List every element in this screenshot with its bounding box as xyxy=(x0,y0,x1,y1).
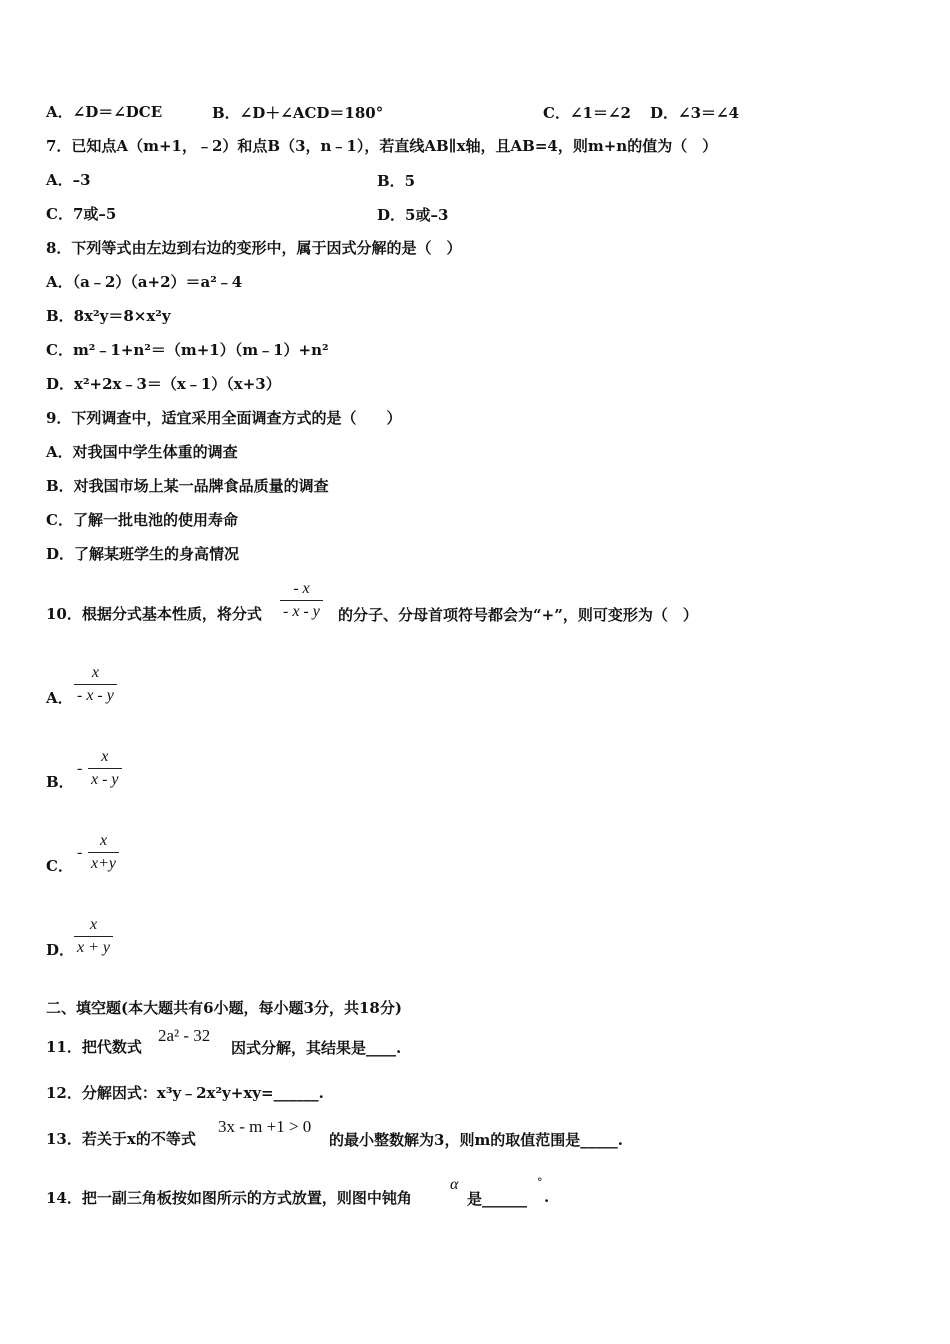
q9-option-a: A．对我国中学生体重的调查 xyxy=(46,443,238,461)
q13-expression: 3x - m +1 > 0 xyxy=(218,1117,312,1136)
q10-option-b-fraction xyxy=(88,748,122,789)
q7-stem: 7．已知点A（m+1，﹣2）和点B（3，n﹣1），若直线AB∥x轴，且AB=4，则m+n的值为（ ） xyxy=(46,137,718,155)
q10-option-c-label: C． xyxy=(46,857,73,875)
q11-expression: 2a² - 32 xyxy=(158,1026,211,1045)
q7-option-c: C．7或–5 xyxy=(46,205,117,223)
q13-before: 13．若关于x的不等式 xyxy=(46,1130,196,1148)
fraction-denominator: - x - y xyxy=(77,687,114,704)
q11-after: 因式分解，其结果是____. xyxy=(231,1039,402,1057)
q9-option-d: D．了解某班学生的身高情况 xyxy=(46,545,240,563)
q10-option-b-sign: - xyxy=(77,760,83,777)
q8-stem: 8．下列等式由左边到右边的变形中，属于因式分解的是（ ） xyxy=(46,239,462,257)
q10-stem-before: 10．根据分式基本性质，将分式 xyxy=(46,605,262,623)
q9-option-c: C．了解一批电池的使用寿命 xyxy=(46,511,238,529)
q6-option-a: A．∠D＝∠DCE xyxy=(46,103,163,121)
q14-period: . xyxy=(544,1188,550,1206)
fraction-denominator: x + y xyxy=(77,939,110,956)
fraction-denominator: x - y xyxy=(91,771,119,788)
q10-option-c-fraction xyxy=(88,832,119,873)
fraction-numerator: x xyxy=(89,916,98,933)
q9-stem: 9．下列调查中，适宜采用全面调查方式的是（ ） xyxy=(46,409,402,427)
q7-option-a: A．–3 xyxy=(46,171,91,189)
q12-text: 12．分解因式：x³y﹣2x²y+xy=______. xyxy=(46,1084,324,1102)
q8-option-b: B．8x²y＝8×x²y xyxy=(46,307,171,325)
q6-option-d: D．∠3＝∠4 xyxy=(650,104,740,122)
section-title-fill-in: 二、填空题(本大题共有6小题，每小题3分，共18分) xyxy=(46,999,402,1017)
q9-option-b: B．对我国市场上某一品牌食品质量的调查 xyxy=(46,477,329,495)
q10-option-c-sign: - xyxy=(77,844,83,861)
q14-alpha-symbol: α xyxy=(450,1176,459,1193)
q13-after: 的最小整数解为3，则m的取值范围是_____. xyxy=(329,1131,624,1149)
fraction-denominator: x+y xyxy=(91,855,116,872)
q6-option-c: C．∠1＝∠2 xyxy=(543,104,631,122)
q7-option-d: D．5或–3 xyxy=(377,206,449,224)
q6-option-b: B．∠D＋∠ACD＝180° xyxy=(212,104,384,122)
q11-before: 11．把代数式 xyxy=(46,1038,142,1056)
q7-option-b: B．5 xyxy=(377,172,416,190)
fraction-numerator: x xyxy=(99,832,108,849)
fraction-numerator: - x xyxy=(293,580,310,597)
q10-option-d-fraction xyxy=(74,916,113,957)
fraction-numerator: x xyxy=(91,664,99,681)
fraction-numerator: x xyxy=(101,748,109,765)
q10-stem-after: 的分子、分母首项符号都会为“+”，则可变形为（ ） xyxy=(338,606,698,624)
q10-option-a-label: A． xyxy=(46,689,73,707)
q10-option-a-fraction xyxy=(74,664,117,705)
q14-after: 是______ xyxy=(467,1190,528,1208)
q8-option-d: D．x²+2x﹣3＝（x﹣1）（x+3） xyxy=(46,375,281,393)
fraction-denominator: - x - y xyxy=(283,603,320,620)
q14-degree-symbol: ° xyxy=(537,1176,543,1189)
q10-stem-fraction xyxy=(280,580,323,621)
q8-option-a: A．（a﹣2）（a+2）＝a²﹣4 xyxy=(46,273,243,291)
q8-option-c: C．m²﹣1+n²＝（m+1）（m﹣1）+n² xyxy=(46,341,329,359)
q10-option-d-label: D． xyxy=(46,941,75,959)
q14-before: 14．把一副三角板按如图所示的方式放置，则图中钝角 xyxy=(46,1189,412,1207)
q10-option-b-label: B． xyxy=(46,773,74,791)
